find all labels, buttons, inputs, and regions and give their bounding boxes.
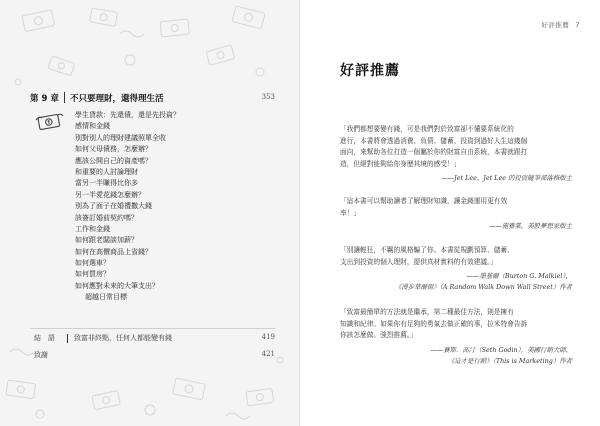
endorsement-quote bbox=[340, 124, 572, 170]
toc-item[interactable]: 和重要的人討論理財 bbox=[75, 167, 138, 176]
quote-line: 知識和紀律。如果你有足夠的勇氣去做正確的事，拉米特會告訴 bbox=[340, 319, 528, 328]
attribution-line: 《漫步華爾街》（A Random Walk Down Wall Street）作者 bbox=[394, 283, 572, 292]
quote-line: 「致富最簡單的方法就是繼承，第二種最佳方法，則是擁有 bbox=[340, 308, 514, 316]
attribution-line: ——施雅棠，美股夢想家版主 bbox=[488, 222, 572, 230]
acknowledgements-label: 致謝 bbox=[34, 351, 48, 359]
toc-item[interactable]: 如何應對未來的大筆支出？ bbox=[75, 281, 159, 290]
toc-item[interactable]: 如何在高價商品上省錢？ bbox=[75, 247, 152, 256]
toc-item[interactable]: 如何選車？ bbox=[75, 259, 110, 268]
toc-item[interactable]: 學生貸款：先還債，還是先投資？ bbox=[75, 111, 180, 119]
endorsement-quote bbox=[340, 245, 572, 268]
epilogue-title: 致富非終點，任何人都能變有錢 bbox=[74, 334, 172, 342]
quote-line: 「別讓輕狂，不羈的風格騙了你。本書從規劃預算、儲蓄、 bbox=[340, 246, 514, 254]
divider bbox=[30, 328, 275, 329]
toc-item[interactable]: 應該公開自己的資產嗎？ bbox=[75, 156, 152, 165]
endorsement-attribution bbox=[340, 271, 572, 294]
attribution-line: ——墨基爾（Burton G. Malkiel）， bbox=[466, 272, 572, 280]
running-head bbox=[541, 20, 580, 29]
chapter-heading bbox=[30, 92, 275, 106]
right-page bbox=[300, 0, 600, 426]
attribution-line: 《這才是行銷》（This is Marketing）作者 bbox=[447, 357, 572, 366]
acknowledgements-page-number: 421 bbox=[261, 350, 275, 358]
quote-line: 面向，來幫助各位打造一個屬於你的財富自由系統，本書就跟打 bbox=[340, 148, 528, 157]
toc-item[interactable]: 感情和金錢 bbox=[75, 122, 110, 131]
chapter-page-number: 353 bbox=[261, 93, 275, 101]
attribution-line: ——Jet Lee，Jet Lee 的投資隨筆部落格版主 bbox=[441, 174, 572, 182]
toc-row-acknowledgements[interactable] bbox=[30, 350, 275, 361]
toc-item[interactable]: 該簽訂婚前契約嗎？ bbox=[75, 213, 138, 222]
epilogue-label: 結 語 bbox=[34, 334, 55, 342]
quote-line: 支出到投資的個人理財，提供真材實料的有效建議。」 bbox=[340, 257, 498, 266]
quote-line: 你該怎麼做。強烈推薦。」 bbox=[340, 331, 417, 340]
toc-item[interactable]: 別為了面子在婚禮撒大錢 bbox=[75, 202, 152, 211]
toc-item[interactable]: 如何買房？ bbox=[75, 270, 110, 279]
quote-line: 「我們都想要變有錢，可是我們對於致富卻不懂要系統化的 bbox=[340, 125, 514, 133]
toc-item[interactable]: 當另一半賺得比你多 bbox=[75, 179, 138, 188]
quote-line: 「這本書可以幫助讀者了解理財知識，讓金錢運用更有效 bbox=[340, 197, 508, 205]
endorsement-quote bbox=[340, 196, 572, 219]
toc-item[interactable]: 如何父母債務，怎麼辦？ bbox=[75, 145, 152, 154]
page-title: 好評推薦 bbox=[340, 63, 400, 79]
epilogue-page-number: 419 bbox=[261, 333, 275, 341]
chapter-number: 第 9 章 bbox=[30, 94, 59, 104]
attribution-line: ——賽斯．高汀（Seth Godin），美國行銷大師、 bbox=[430, 346, 572, 354]
chapter-section-list bbox=[75, 110, 180, 304]
toc-row-epilogue[interactable] bbox=[30, 333, 275, 344]
toc-item[interactable]: 工作和金錢 bbox=[75, 224, 110, 233]
quote-line: 造，但絕對能夠給你身歷其境的感受！」 bbox=[340, 159, 461, 168]
epilogue-divider bbox=[67, 334, 68, 343]
quote-line: 率！」 bbox=[340, 208, 361, 217]
toc-item[interactable]: 別對別人的理財建議照單全收 bbox=[75, 133, 166, 142]
endorsement-attribution bbox=[340, 345, 572, 368]
chapter-divider bbox=[64, 92, 65, 103]
page-number: 7 bbox=[575, 21, 580, 29]
chapter-title: 不只要理財，還得理生活 bbox=[70, 94, 164, 104]
toc-item[interactable]: 如何跟老闆談加薪？ bbox=[75, 236, 138, 245]
endorsement-quote bbox=[340, 307, 572, 342]
quote-line: 進行，本書將會透過消費、負債、儲蓄、投資到過好人生這幾個 bbox=[340, 136, 528, 145]
running-head-title: 好評推薦 bbox=[541, 21, 570, 29]
flying-money-icon bbox=[34, 112, 64, 134]
toc-item[interactable]: 另一半愛花錢怎麼辦？ bbox=[75, 190, 145, 199]
endorsement-attribution bbox=[340, 221, 572, 232]
endorsement-attribution bbox=[340, 173, 572, 184]
toc-item[interactable]: 超越日常目標 bbox=[85, 293, 127, 302]
